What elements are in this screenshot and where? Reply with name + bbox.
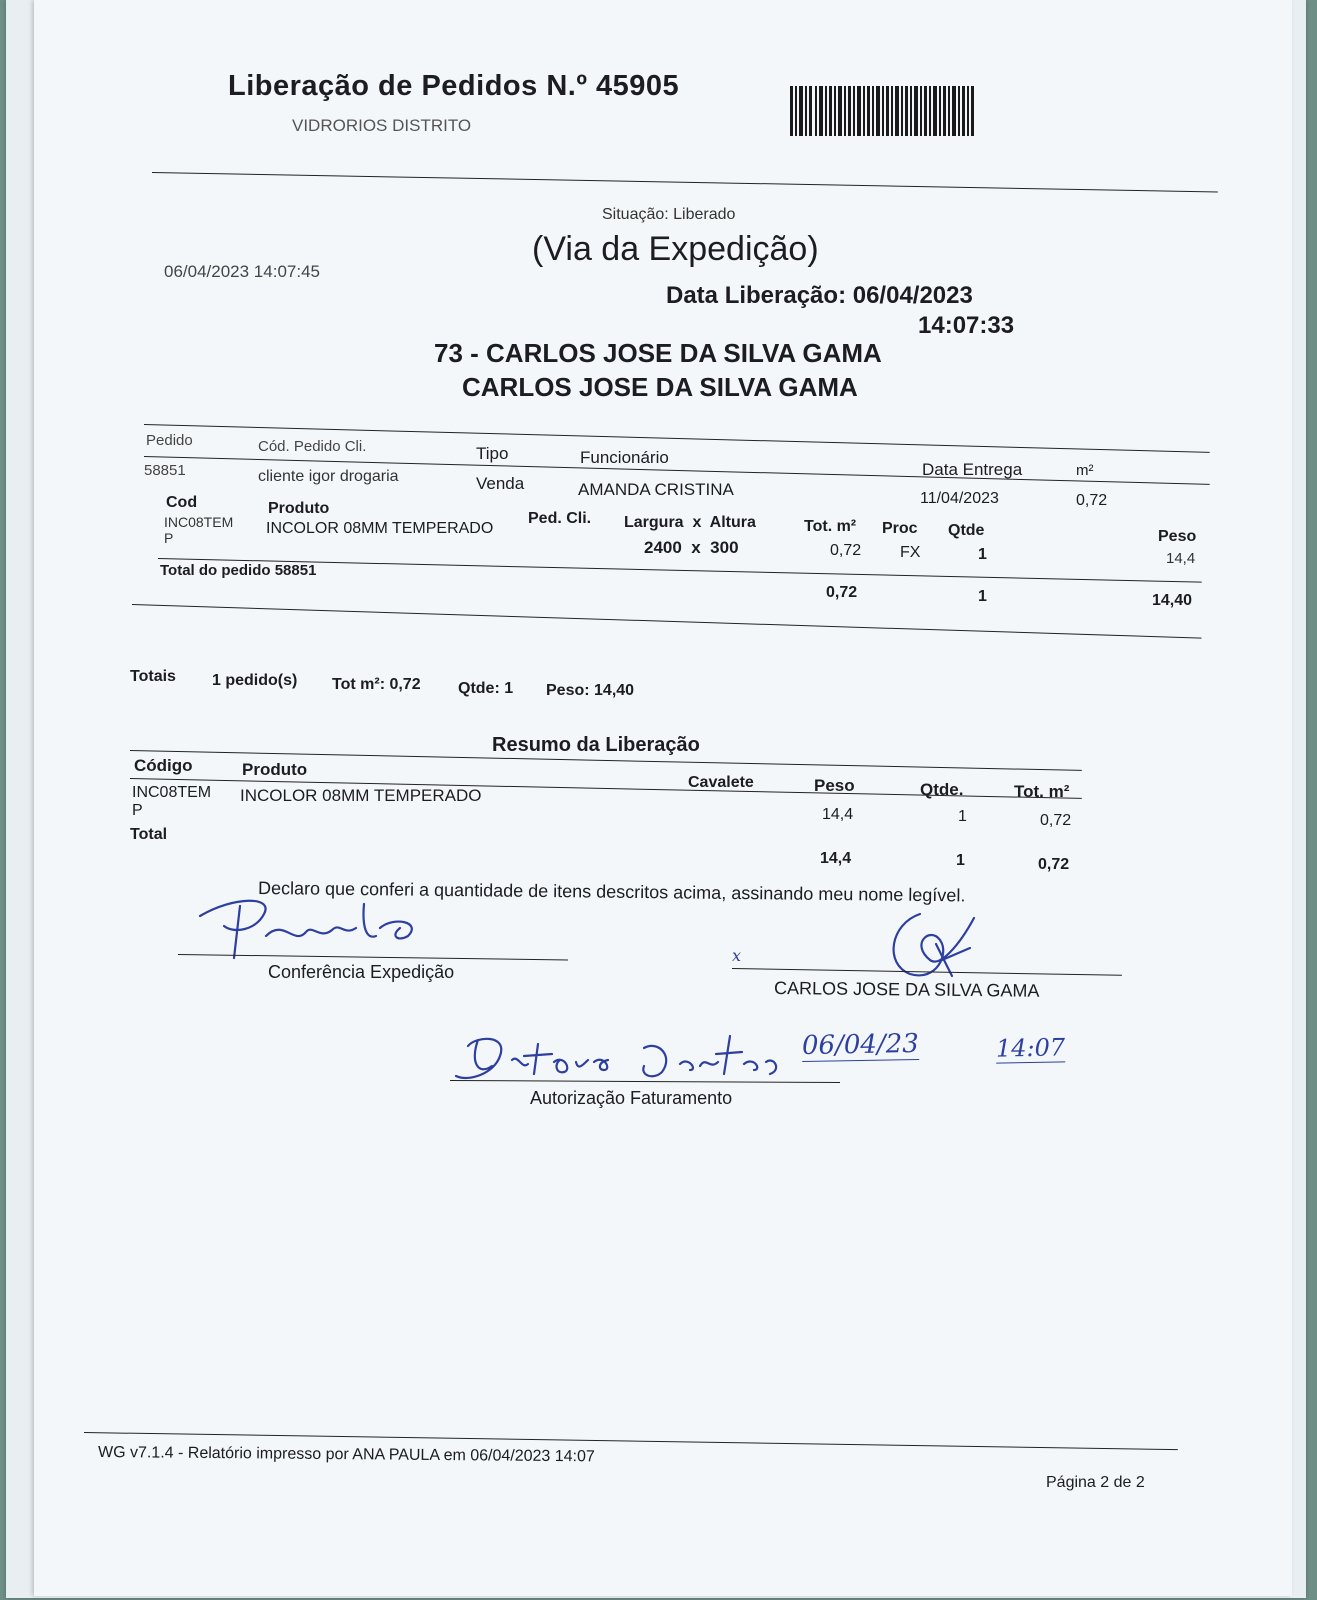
order-client-code: cliente igor drogaria — [258, 468, 399, 485]
order-employee: AMANDA CRISTINA — [578, 480, 734, 499]
handwritten-date: 06/04/23 — [801, 1028, 920, 1062]
totals-m2: Tot m²: 0,72 — [332, 676, 421, 693]
order-type: Venda — [476, 474, 525, 493]
item-proc: FX — [900, 544, 921, 561]
totals-weight: Peso: 14,40 — [546, 682, 635, 699]
totals-label: Totais — [130, 668, 176, 685]
totals-orders: 1 pedido(s) — [212, 672, 298, 689]
order-m2: 0,72 — [1076, 492, 1108, 509]
footer-printed-by: WG v7.1.4 - Relatório impresso por ANA PAULA em 06/04/2023 14:07 — [97, 1444, 595, 1466]
summary-code-line-1: INC08TEM — [132, 784, 212, 801]
summary-col-codigo: Código — [134, 756, 193, 775]
order-number: 58851 — [144, 462, 186, 479]
order-bottom-rule — [132, 604, 1202, 639]
item-code-line-1: INC08TEM — [164, 514, 234, 530]
summary-qtde: 1 — [958, 808, 967, 825]
summary-total-m2: 0,72 — [1038, 856, 1070, 873]
order-total-label: Total do pedido 58851 — [160, 562, 317, 579]
summary-code-line-2: P — [132, 802, 143, 819]
client-label: CARLOS JOSE DA SILVA GAMA — [773, 978, 1040, 1001]
handwritten-time: 14:07 — [995, 1033, 1066, 1063]
summary-col-tot-m2: Tot. m² — [1014, 782, 1070, 801]
col-pedido: Pedido — [146, 432, 193, 449]
col-data-entrega: Data Entrega — [922, 460, 1023, 479]
document-title: Liberação de Pedidos N.º 45905 — [228, 70, 680, 102]
item-col-qtde: Qtde — [948, 522, 985, 539]
item-col-cod: Cod — [166, 494, 198, 511]
client-line-2: CARLOS JOSE DA SILVA GAMA — [462, 372, 858, 402]
barcode — [790, 86, 976, 138]
client-line-1: 73 - CARLOS JOSE DA SILVA GAMA — [434, 338, 882, 368]
col-cod-pedido-cli: Cód. Pedido Cli. — [258, 438, 367, 455]
totals-qtde: Qtde: 1 — [458, 680, 514, 697]
item-col-largura-altura: Largura x Altura — [624, 514, 756, 531]
footer-page-number: Página 2 de 2 — [1046, 1474, 1145, 1491]
col-m2: m² — [1076, 462, 1094, 479]
summary-tot-m2: 0,72 — [1040, 812, 1072, 829]
summary-total-qtde: 1 — [956, 852, 965, 869]
authorization-label: Autorização Faturamento — [530, 1088, 733, 1108]
printed-timestamp: 06/04/2023 14:07:45 — [164, 262, 320, 281]
order-total-weight: 14,40 — [1152, 592, 1193, 609]
document-page — [34, 0, 1292, 1596]
declaration-text: Declaro que conferi a quantidade de itens descritos acima, assinando meu nome legível. — [257, 878, 966, 906]
item-col-proc: Proc — [882, 520, 918, 537]
release-date: Data Liberação: 06/04/2023 — [666, 282, 973, 309]
summary-total-label: Total — [130, 826, 168, 843]
summary-col-cavalete: Cavalete — [688, 774, 754, 791]
company-name: VIDRORIOS DISTRITO — [292, 116, 472, 135]
order-total-qtde: 1 — [978, 588, 987, 605]
item-qtde: 1 — [978, 546, 987, 563]
summary-col-produto: Produto — [242, 760, 308, 779]
col-funcionario: Funcionário — [580, 448, 669, 467]
summary-product: INCOLOR 08MM TEMPERADO — [240, 786, 482, 805]
col-tipo: Tipo — [476, 444, 509, 463]
order-total-m2: 0,72 — [826, 584, 858, 601]
client-sign-mark: x — [732, 946, 742, 965]
conference-label: Conferência Expedição — [268, 962, 455, 982]
item-col-peso: Peso — [1158, 528, 1197, 545]
item-col-tot-m2: Tot. m² — [804, 518, 857, 535]
header-divider — [152, 172, 1218, 193]
item-tot-m2: 0,72 — [830, 542, 862, 559]
summary-col-peso: Peso — [814, 776, 855, 795]
authorization-signature — [448, 1026, 788, 1096]
item-col-produto: Produto — [268, 500, 330, 517]
item-dimensions: 2400 x 300 — [644, 538, 739, 557]
copy-label: (Via da Expedição) — [532, 230, 819, 268]
item-weight: 14,4 — [1166, 550, 1196, 567]
order-delivery-date: 11/04/2023 — [920, 490, 999, 507]
item-product: INCOLOR 08MM TEMPERADO — [266, 520, 494, 537]
situation-text: Situação: Liberado — [602, 206, 736, 223]
item-code-line-2: P — [164, 530, 174, 546]
summary-title: Resumo da Liberação — [492, 734, 700, 756]
summary-weight: 14,4 — [822, 806, 854, 823]
release-time: 14:07:33 — [918, 312, 1015, 339]
item-col-ped-cli: Ped. Cli. — [528, 510, 592, 527]
summary-total-weight: 14,4 — [820, 850, 852, 867]
summary-col-qtde: Qtde. — [920, 780, 964, 799]
